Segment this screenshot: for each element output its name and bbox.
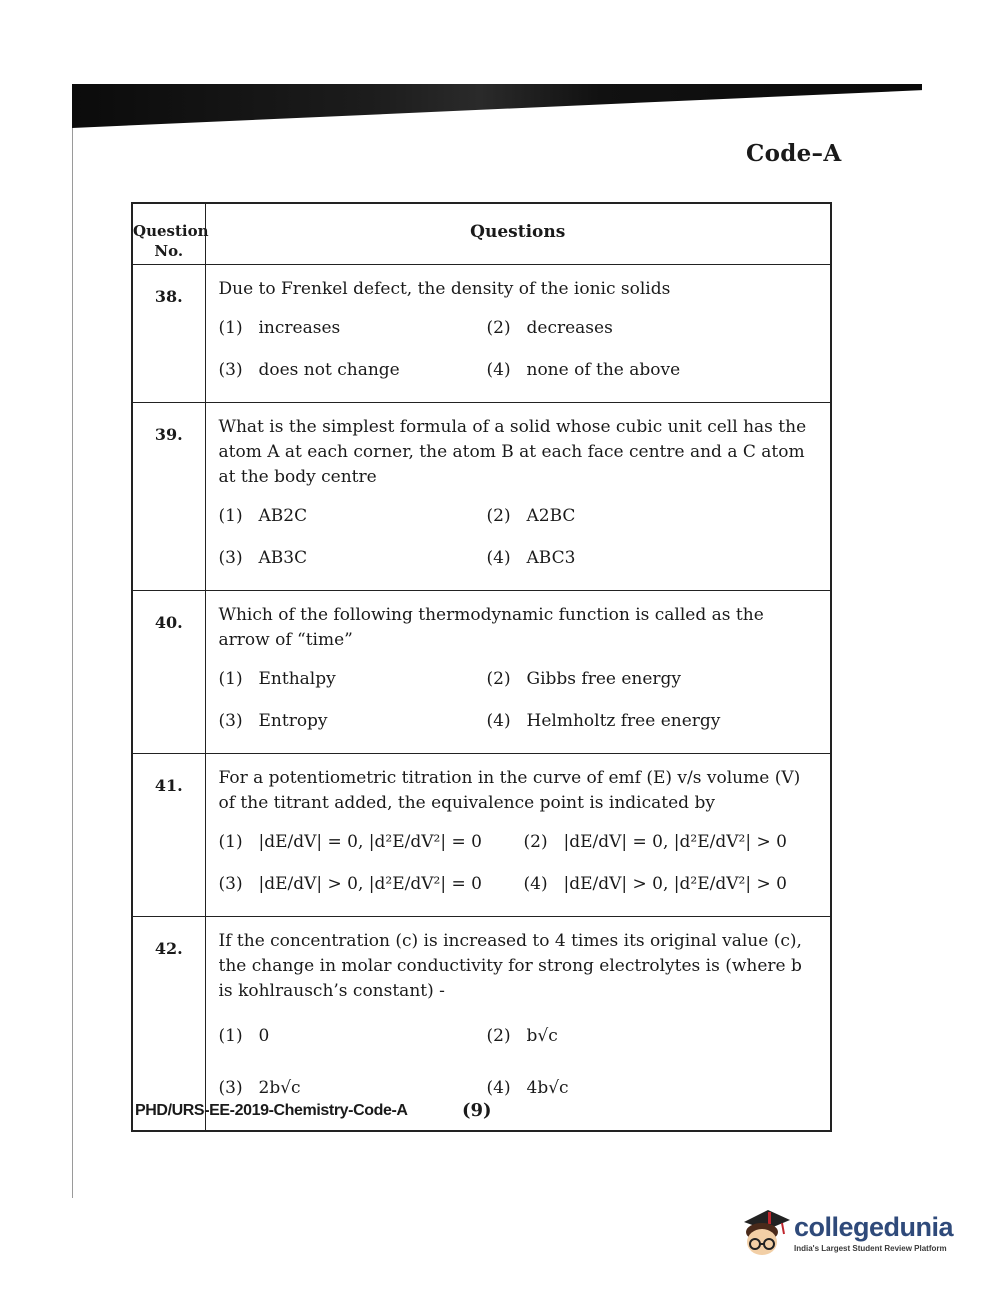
question-text: For a potentiometric titration in the curve of emf (E) v/s volume (V) of the titrant added, the equivalence point is indicated by: [218, 767, 801, 813]
options-grid: [219, 506, 821, 590]
question-text: Which of the following thermodynamic function is called as the arrow of “time”: [218, 604, 764, 650]
question-row: [132, 753, 831, 916]
options-grid: [219, 832, 821, 916]
question-cell: [205, 402, 831, 590]
question-row: [132, 264, 831, 402]
option: (3) AB3C: [218, 547, 308, 568]
collegedunia-mascot-icon: [738, 1202, 792, 1262]
option: (2) |dE/dV| = 0, |d²E/dV²| > 0: [523, 831, 787, 852]
header-questions: Questions: [205, 203, 831, 264]
options-grid: [219, 669, 821, 753]
option: (2) A2BC: [486, 505, 576, 526]
question-text: If the concentration (c) is increased to 4 times its original value (c), the change in molar conductivity for strong electrolytes is (where b is kohlrausch’s constant) -: [218, 930, 802, 1001]
option: (3) 2b√c: [218, 1077, 301, 1098]
option: (4) Helmholtz free energy: [486, 710, 721, 731]
footer-paper-code: PHD/URS-EE-2019-Chemistry-Code-A: [135, 1102, 408, 1119]
option: (3) Entropy: [218, 710, 328, 731]
question-cell: [205, 753, 831, 916]
option: (1) Enthalpy: [218, 668, 336, 689]
option: (1) |dE/dV| = 0, |d²E/dV²| = 0: [218, 831, 482, 852]
option: (2) b√c: [486, 1025, 558, 1046]
paper-code: Code–A: [746, 140, 842, 167]
question-cell: [205, 590, 831, 753]
question-row: [132, 916, 831, 1131]
header-question-no: Question No.: [132, 203, 205, 264]
question-number: 39.: [132, 402, 205, 590]
question-cell: [205, 916, 831, 1131]
question-row: [132, 402, 831, 590]
option: (3) does not change: [218, 359, 400, 380]
option: (4) 4b√c: [486, 1077, 569, 1098]
question-number: 42.: [132, 916, 205, 1131]
option: (2) Gibbs free energy: [486, 668, 682, 689]
scan-left-edge: [72, 128, 73, 1198]
option: (4) ABC3: [486, 547, 576, 568]
scan-top-bar: [72, 84, 922, 128]
question-number: 38.: [132, 264, 205, 402]
question-text: What is the simplest formula of a solid whose cubic unit cell has the atom A at each corner, the atom B at each face centre and a C atom at the body centre: [218, 416, 807, 487]
brand-name: collegedunia: [794, 1211, 954, 1242]
option: (1) increases: [218, 317, 341, 338]
option: (4) |dE/dV| > 0, |d²E/dV²| > 0: [523, 873, 787, 894]
question-number: 40.: [132, 590, 205, 753]
table-header-row: [132, 203, 831, 264]
option: (4) none of the above: [486, 359, 681, 380]
option: (3) |dE/dV| > 0, |d²E/dV²| = 0: [218, 873, 482, 894]
question-number: 41.: [132, 753, 205, 916]
collegedunia-watermark: [738, 1198, 963, 1266]
question-table: [131, 202, 832, 1132]
option: (1) AB2C: [218, 505, 308, 526]
option: (2) decreases: [486, 317, 613, 338]
page-number: (9): [462, 1100, 492, 1121]
option: (1) 0: [218, 1025, 270, 1046]
question-row: [132, 590, 831, 753]
question-text: Due to Frenkel defect, the density of the ionic solids: [218, 278, 671, 299]
brand-tagline: India's Largest Student Review Platform: [794, 1243, 947, 1253]
question-cell: [205, 264, 831, 402]
options-grid: [219, 318, 821, 402]
